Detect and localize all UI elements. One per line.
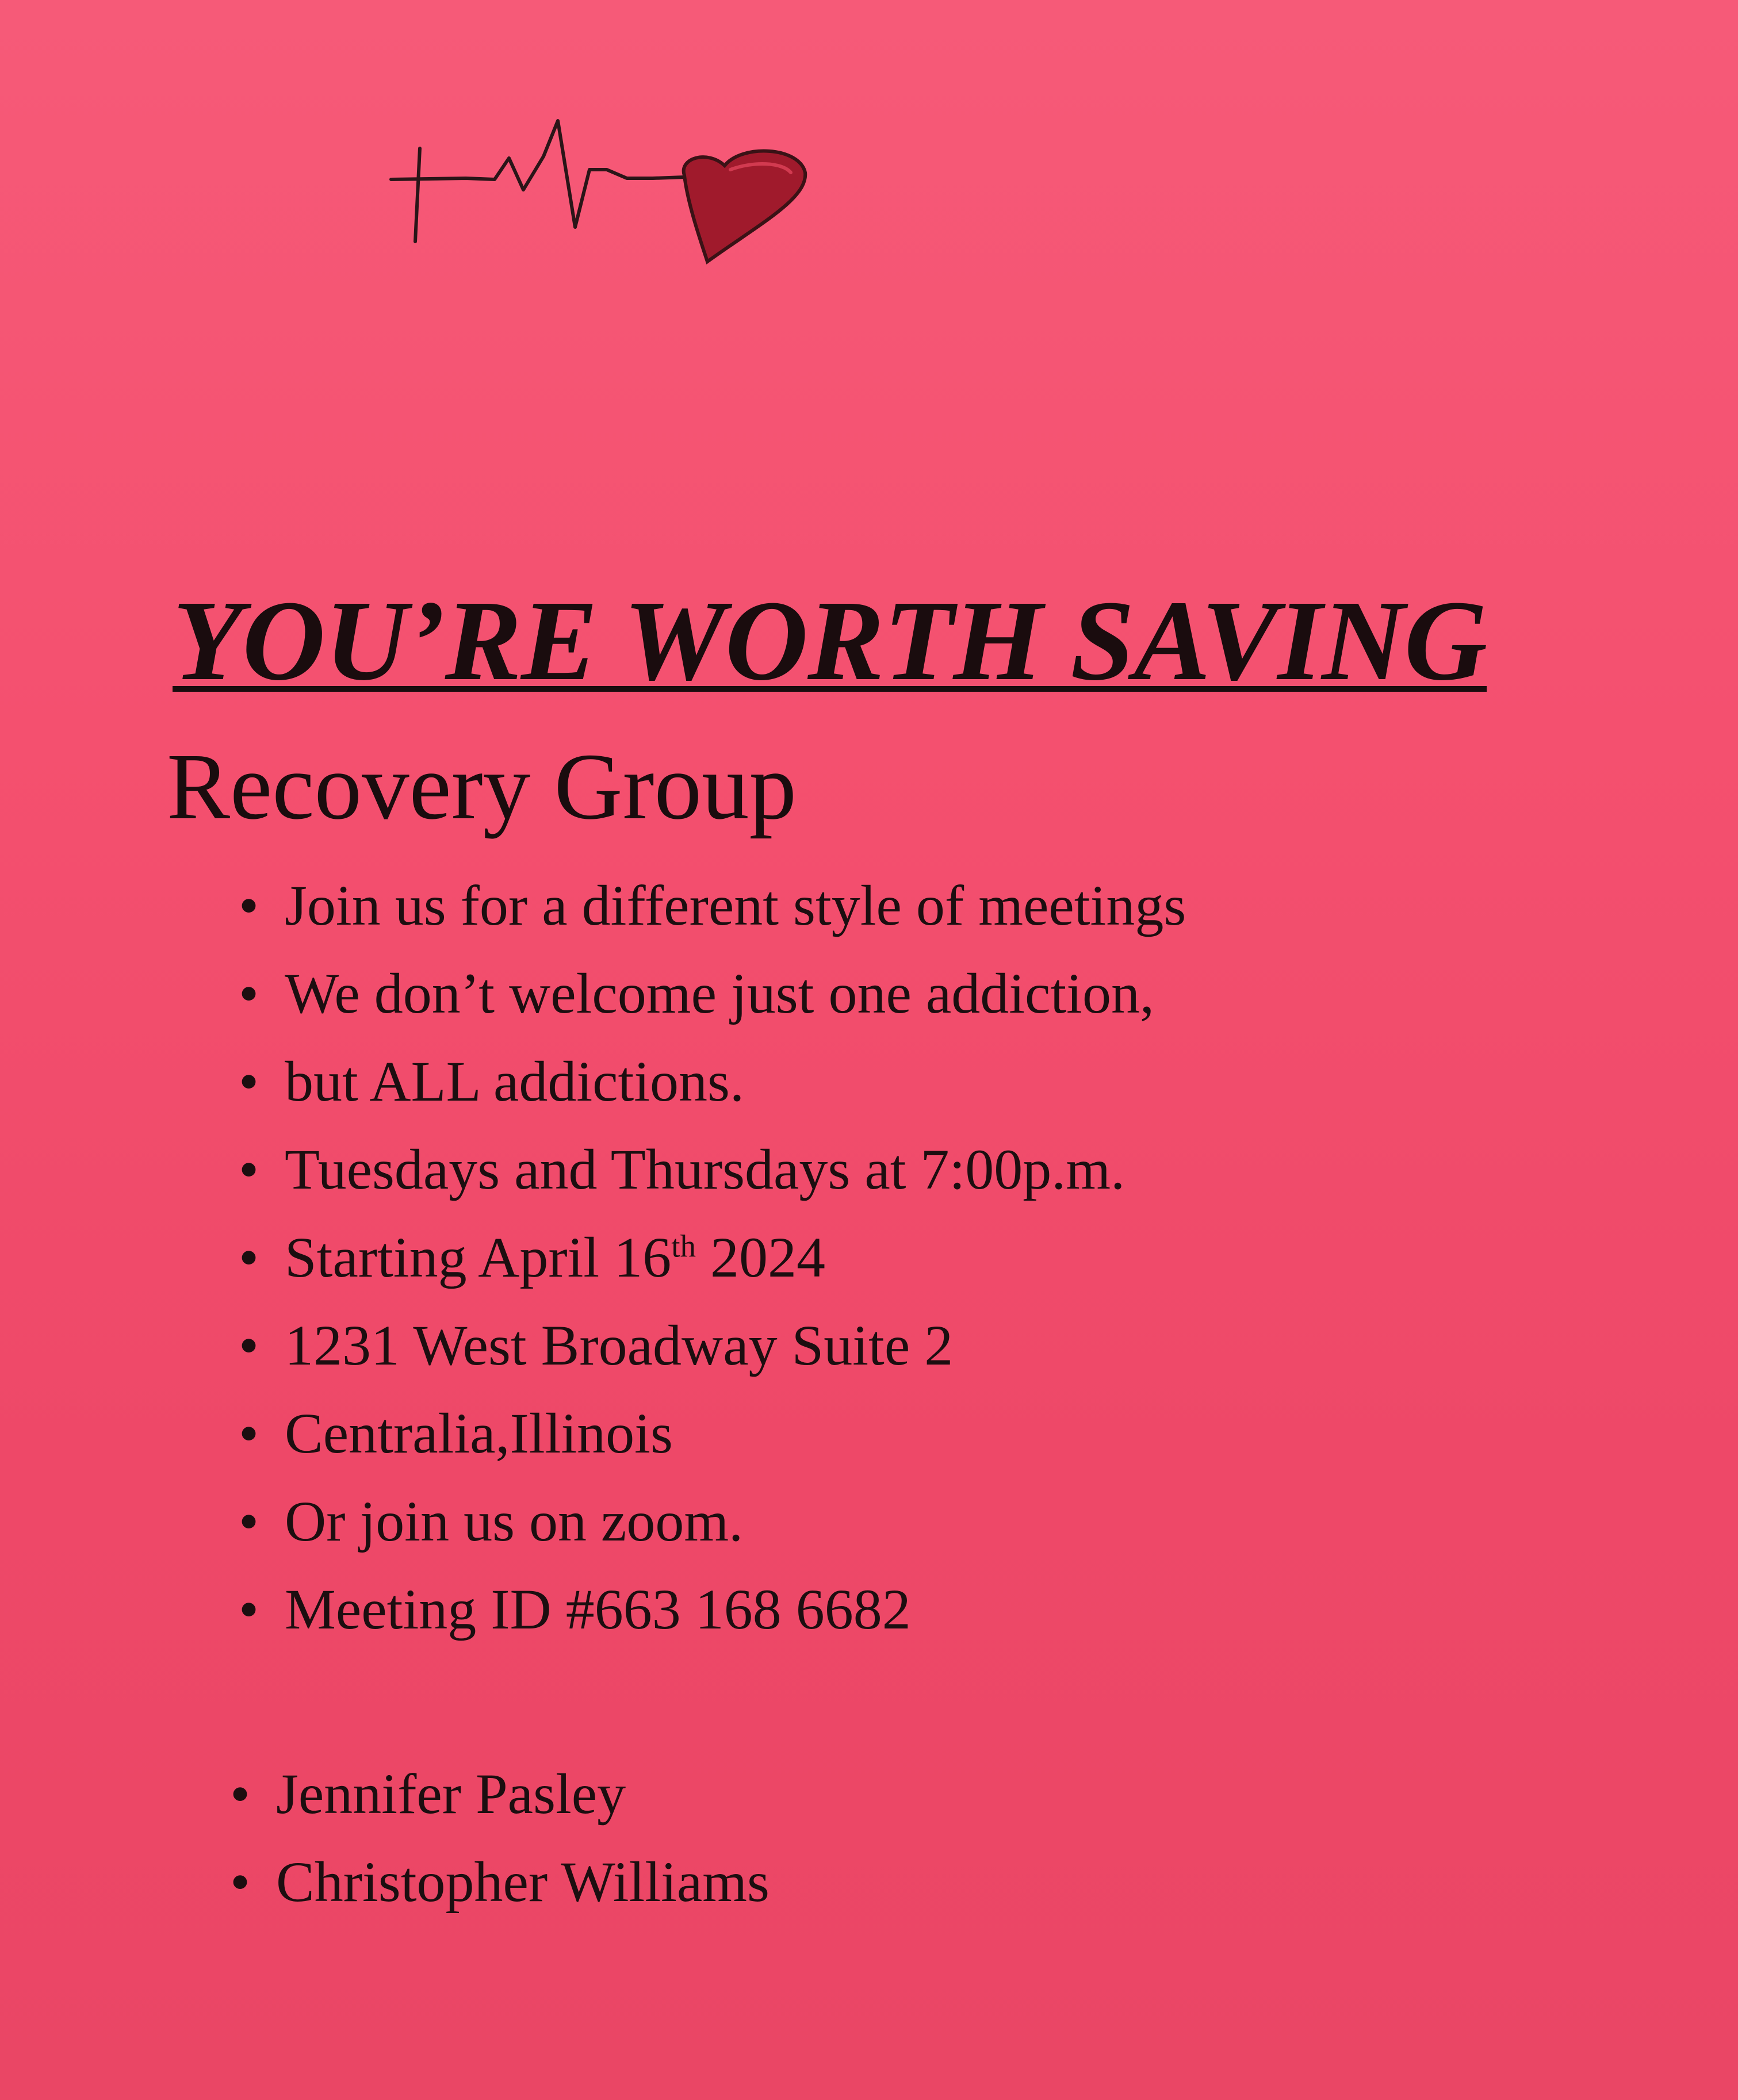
organizer-name: • Jennifer Pasley bbox=[230, 1765, 770, 1853]
list-item: • Centralia,Illinois bbox=[239, 1405, 1186, 1493]
date-ordinal-suffix: th bbox=[671, 1228, 696, 1264]
list-item: • We don’t welcome just one addiction, bbox=[239, 965, 1186, 1053]
list-item: • Or join us on zoom. bbox=[239, 1493, 1186, 1581]
list-item-start-date: • Starting April 16th 2024 bbox=[239, 1229, 1186, 1317]
cross-heartbeat-heart-icon bbox=[385, 115, 822, 270]
heartbeat-line bbox=[391, 121, 684, 242]
meeting-details-list bbox=[239, 873, 1186, 1669]
list-item: • 1231 West Broadway Suite 2 bbox=[239, 1317, 1186, 1405]
list-item: • Meeting ID #663 168 6682 bbox=[239, 1581, 1186, 1669]
start-year: 2024 bbox=[696, 1225, 825, 1289]
list-item: • but ALL addictions. bbox=[239, 1053, 1186, 1141]
flyer-headline: YOU’RE WORTH SAVING bbox=[173, 577, 1487, 704]
organizer-name: • Christopher Williams bbox=[230, 1853, 770, 1941]
organizers-list bbox=[230, 1762, 770, 1941]
list-item: • Tuesdays and Thursdays at 7:00p.m. bbox=[239, 1141, 1186, 1229]
list-item: • Join us for a different style of meetings bbox=[239, 877, 1186, 965]
flyer-subtitle: Recovery Group bbox=[167, 734, 797, 839]
